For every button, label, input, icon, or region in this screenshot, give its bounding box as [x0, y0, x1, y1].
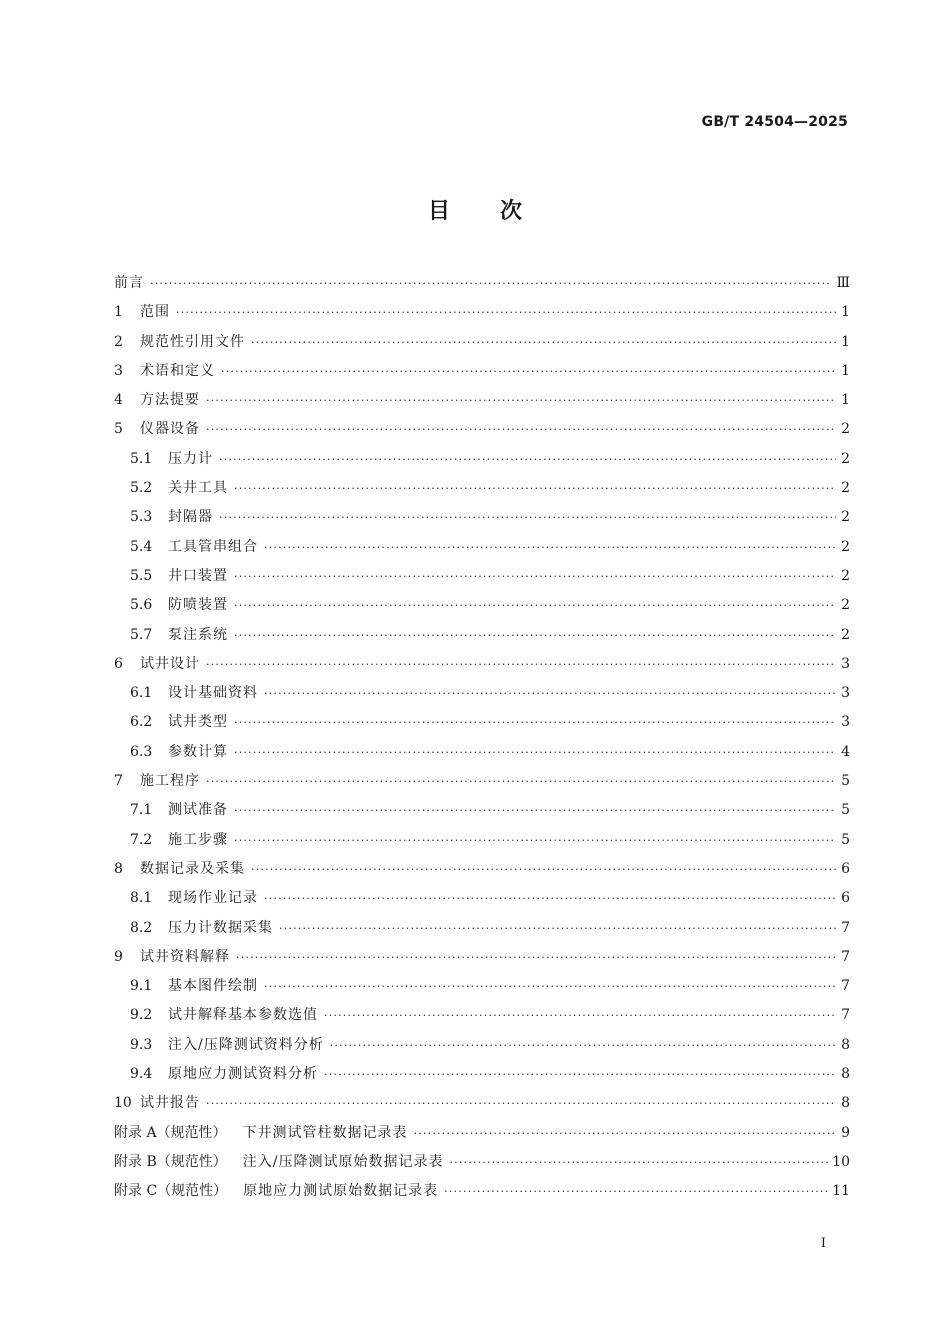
toc-entry[interactable]	[114, 1177, 850, 1206]
toc-leader-dots	[150, 269, 832, 298]
toc-entry-page: 6	[841, 860, 850, 877]
toc-entry[interactable]	[114, 269, 850, 298]
toc-entry-page: 5	[841, 831, 850, 848]
toc-entry-label: 施工程序	[140, 773, 200, 790]
toc-entry-label: 数据记录及采集	[140, 860, 245, 877]
toc-entry-page: 1	[841, 362, 850, 379]
toc-entry[interactable]	[114, 650, 850, 679]
toc-entry-label: 术语和定义	[140, 362, 215, 379]
toc-entry[interactable]	[114, 1031, 850, 1060]
standard-number: GB/T 24504—2025	[701, 114, 848, 130]
toc-entry[interactable]	[114, 679, 850, 708]
toc-entry-number: 5.6	[130, 597, 153, 614]
toc-entry-number: 8	[114, 860, 123, 877]
toc-leader-dots	[176, 298, 836, 327]
toc-entry-label: 原地应力测试原始数据记录表	[243, 1183, 439, 1200]
toc-entry-label: 注入/压降测试原始数据记录表	[242, 1153, 444, 1170]
toc-leader-dots	[449, 1148, 828, 1177]
toc-entry-number: 9.2	[130, 1007, 153, 1024]
toc-entry[interactable]	[114, 474, 850, 503]
toc-entry-number: 6	[114, 655, 123, 672]
toc-entry-number: 7.2	[130, 831, 153, 848]
toc-entry-label: 规范性引用文件	[140, 333, 245, 350]
toc-entry-label: 试井报告	[140, 1095, 200, 1112]
toc-entry-number: 5.3	[130, 509, 153, 526]
toc-entry-label: 参数计算	[168, 743, 228, 760]
toc-entry-number: 9.1	[130, 978, 153, 995]
toc-leader-dots	[251, 328, 836, 357]
toc-entry[interactable]	[114, 914, 850, 943]
toc-entry-number: 4	[114, 392, 123, 409]
toc-entry-page: 2	[841, 509, 850, 526]
toc-entry-label: 工具管串组合	[168, 538, 258, 555]
toc-entry-number: 5.4	[130, 538, 153, 555]
toc-entry-number: 8.2	[130, 919, 153, 936]
toc-entry[interactable]	[114, 1001, 850, 1030]
toc-entry-label: 施工步骤	[168, 831, 228, 848]
toc-entry-number: 6.2	[130, 714, 153, 731]
toc-entry-number: 9.3	[130, 1036, 153, 1053]
toc-entry-label: 仪器设备	[140, 421, 200, 438]
toc-leader-dots	[234, 591, 836, 620]
toc-entry[interactable]	[114, 503, 850, 532]
toc-entry-page: 7	[841, 948, 850, 965]
toc-leader-dots	[234, 738, 836, 767]
toc-entry-number: 5.1	[130, 450, 153, 467]
toc-entry-number: 7	[114, 773, 123, 790]
toc-entry[interactable]	[114, 796, 850, 825]
toc-leader-dots	[264, 884, 836, 913]
toc-entry-number: 3	[114, 362, 123, 379]
toc-entry-label: 基本图件绘制	[168, 978, 258, 995]
toc-entry-number: 8.1	[130, 890, 153, 907]
toc-entry-number: 5.2	[130, 480, 153, 497]
toc-entry-label: 原地应力测试资料分析	[168, 1066, 318, 1083]
toc-leader-dots	[234, 621, 836, 650]
toc-leader-dots	[234, 796, 836, 825]
toc-entry-number: 1	[114, 304, 123, 321]
toc-entry[interactable]	[114, 1089, 850, 1118]
toc-entry-page: 5	[841, 802, 850, 819]
toc-entry-page: 2	[841, 626, 850, 643]
toc-leader-dots	[234, 826, 836, 855]
toc-entry[interactable]	[114, 328, 850, 357]
toc-leader-dots	[221, 357, 836, 386]
toc-leader-dots	[251, 855, 836, 884]
toc-leader-dots	[219, 503, 836, 532]
toc-entry-page: 8	[841, 1066, 850, 1083]
toc-entry-number: 7.1	[130, 802, 153, 819]
toc-entry-label: 压力计数据采集	[168, 919, 273, 936]
toc-entry[interactable]	[114, 943, 850, 972]
toc-entry-number: 9	[114, 948, 123, 965]
toc-entry[interactable]	[114, 855, 850, 884]
toc-entry-page: 10	[832, 1153, 850, 1170]
toc-leader-dots	[324, 1001, 836, 1030]
toc-leader-dots	[206, 767, 836, 796]
toc-entry-number: 附录 A（规范性）	[114, 1124, 227, 1141]
toc-entry-page: 11	[832, 1183, 850, 1200]
toc-entry[interactable]	[114, 972, 850, 1001]
toc-entry-label: 封隔器	[168, 509, 213, 526]
toc-entry[interactable]	[114, 445, 850, 474]
toc-entry-number: 9.4	[130, 1066, 153, 1083]
page-number: I	[820, 1236, 826, 1251]
toc-entry-label: 设计基础资料	[168, 685, 258, 702]
toc-entry-number: 10	[114, 1095, 132, 1112]
toc-entry-label: 试井解释基本参数选值	[168, 1007, 318, 1024]
toc-entry-number: 5	[114, 421, 123, 438]
toc-entry-page: 1	[841, 392, 850, 409]
toc-leader-dots	[279, 914, 836, 943]
toc-entry-number: 附录 B（规范性）	[114, 1153, 227, 1170]
toc-leader-dots	[206, 1089, 836, 1118]
toc-entry[interactable]	[114, 1060, 850, 1089]
toc-leader-dots	[264, 679, 836, 708]
toc-entry-label: 注入/压降测试资料分析	[168, 1036, 324, 1053]
toc-leader-dots	[219, 445, 836, 474]
toc-leader-dots	[264, 533, 836, 562]
toc-entry[interactable]	[114, 708, 850, 737]
toc-entry-label: 方法提要	[140, 392, 200, 409]
toc-leader-dots	[324, 1060, 836, 1089]
toc-entry-page: 7	[841, 1007, 850, 1024]
toc-entry[interactable]	[114, 884, 850, 913]
toc-entry[interactable]	[114, 533, 850, 562]
toc-entry-page: 2	[841, 567, 850, 584]
toc-entry-page: 3	[841, 655, 850, 672]
toc-leader-dots	[330, 1031, 836, 1060]
toc-entry[interactable]	[114, 621, 850, 650]
toc-entry[interactable]	[114, 386, 850, 415]
toc-entry[interactable]	[114, 1148, 850, 1177]
toc-entry-page: 2	[841, 597, 850, 614]
toc-entry-label: 下井测试管柱数据记录表	[242, 1124, 408, 1141]
toc-entry-page: 8	[841, 1095, 850, 1112]
toc-entry-page: 3	[841, 714, 850, 731]
toc-entry-number: 5.7	[130, 626, 153, 643]
toc-entry-page: 7	[841, 978, 850, 995]
toc-entry-label: 范围	[140, 304, 170, 321]
toc-leader-dots	[444, 1177, 828, 1206]
toc-entry-number: 2	[114, 333, 123, 350]
toc-entry-number: 6.1	[130, 685, 153, 702]
toc-entry-page: Ⅲ	[836, 275, 850, 291]
toc-leader-dots	[206, 415, 836, 444]
toc-entry-label: 测试准备	[168, 802, 228, 819]
toc-entry-page: 4	[841, 743, 850, 760]
toc-entry[interactable]	[114, 1119, 850, 1148]
toc-entry-label: 井口装置	[168, 567, 228, 584]
toc-leader-dots	[206, 650, 836, 679]
toc-entry-page: 3	[841, 685, 850, 702]
toc-entry-label: 前言	[114, 275, 144, 291]
toc-entry-page: 2	[841, 480, 850, 497]
toc-entry[interactable]	[114, 738, 850, 767]
toc-entry-number: 5.5	[130, 567, 153, 584]
toc-entry-label: 试井设计	[140, 655, 200, 672]
toc-entry[interactable]	[114, 826, 850, 855]
toc-entry-page: 1	[841, 333, 850, 350]
toc-entry[interactable]	[114, 357, 850, 386]
page-title: 目次	[427, 199, 572, 224]
toc-entry-page: 1	[841, 304, 850, 321]
toc-entry-label: 现场作业记录	[168, 890, 258, 907]
toc-entry-number: 6.3	[130, 743, 153, 760]
toc-entry-page: 7	[841, 919, 850, 936]
toc-entry-label: 泵注系统	[168, 626, 228, 643]
toc-entry-page: 2	[841, 450, 850, 467]
toc-entry-page: 6	[841, 890, 850, 907]
toc-entry-label: 关井工具	[168, 480, 228, 497]
toc-leader-dots	[234, 474, 836, 503]
toc-entry-page: 2	[841, 421, 850, 438]
toc-entry[interactable]	[114, 562, 850, 591]
toc-leader-dots	[234, 708, 836, 737]
toc-entry-label: 试井类型	[168, 714, 228, 731]
toc-leader-dots	[236, 943, 836, 972]
toc-entry-page: 9	[841, 1124, 850, 1141]
toc-entry[interactable]	[114, 298, 850, 327]
toc-entry-label: 试井资料解释	[140, 948, 230, 965]
toc-leader-dots	[234, 562, 836, 591]
toc-entry-page: 8	[841, 1036, 850, 1053]
toc-entry-label: 压力计	[168, 450, 213, 467]
toc-entry-label: 防喷装置	[168, 597, 228, 614]
toc-entry-number: 附录 C（规范性）	[114, 1183, 228, 1200]
toc-entry-page: 5	[841, 773, 850, 790]
toc-leader-dots	[206, 386, 836, 415]
toc-entry[interactable]	[114, 591, 850, 620]
toc-entry[interactable]	[114, 415, 850, 444]
table-of-contents	[114, 269, 850, 1207]
toc-entry[interactable]	[114, 767, 850, 796]
toc-leader-dots	[264, 972, 836, 1001]
toc-entry-page: 2	[841, 538, 850, 555]
toc-leader-dots	[414, 1119, 836, 1148]
